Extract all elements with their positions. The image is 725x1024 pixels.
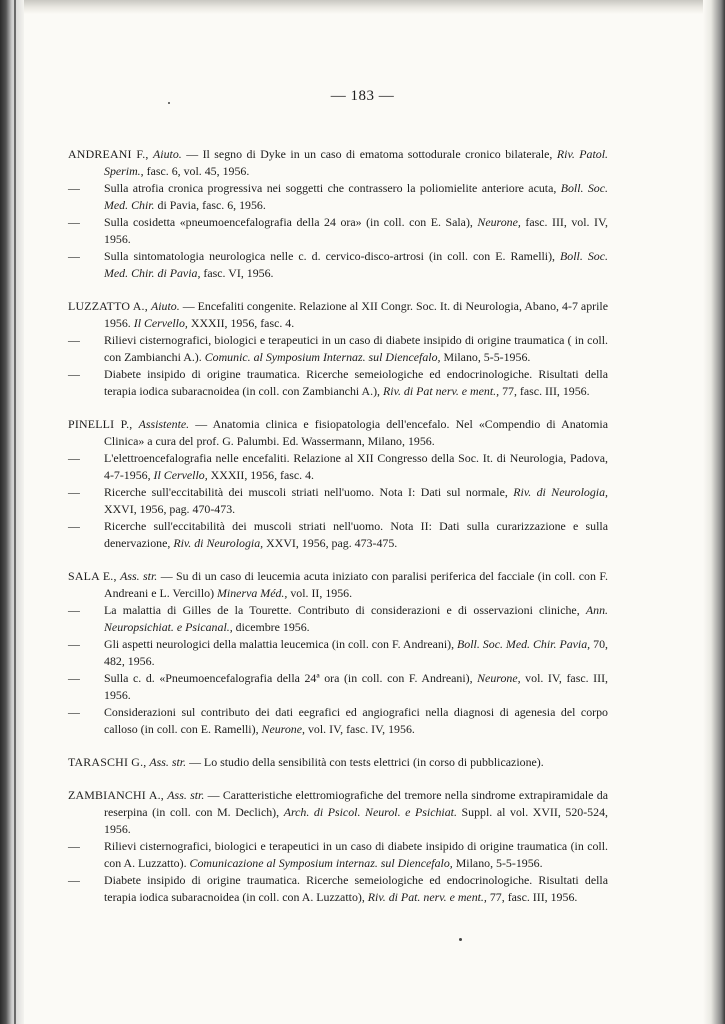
entry-text: Ricerche sull'eccitabilità dei muscoli striati nell'uomo. Nota I: Dati sul normale, — [104, 485, 514, 499]
journal-title: Boll. Soc. Med. Chir. Pavia, — [457, 637, 591, 651]
entry-text: Milano, 5-5-1956. — [440, 350, 531, 364]
entry-dash: — — [68, 839, 80, 853]
entry-text: — Lo studio della sensibilità con tests elettrici (in corso di pubblicazione). — [186, 755, 544, 769]
journal-title: Comunic. al Symposium Internaz. sul Diencefalo, — [204, 350, 441, 364]
entry-text: vol. IV, fasc. IV, 1956. — [305, 722, 415, 736]
entry-text: — Il segno di Dyke in un caso di ematoma sottodurale cronico bilaterale, — [181, 147, 557, 161]
journal-title: Comunicazione al Symposium internaz. sul Diencefalo, — [189, 856, 453, 870]
entry-text: di Pavia, fasc. 6, 1956. — [154, 198, 266, 212]
entry-text: Diabete insipido di origine traumatica. Ricerche semeiologiche ed endocrinologiche. Risultati della terapia iodica subaracnoidea (in coll. con A. Luzzatto), — [104, 873, 608, 904]
author-entry-first — [68, 146, 608, 180]
author-role: Aiuto. — [153, 147, 182, 161]
entry-text: 77, fasc. III, 1956. — [486, 890, 578, 904]
entry-text: La malattia di Gilles de la Tourette. Contributo di considerazioni e di osservazioni cliniche, — [104, 603, 586, 617]
journal-title: Boll. Soc. Med. Chir. — [104, 181, 608, 212]
author-section — [68, 416, 608, 552]
entry-text: fasc. III, vol. IV, 1956. — [104, 215, 608, 246]
author-name: ZAMBIANCHI A., — [68, 788, 164, 802]
author-entry-first — [68, 568, 608, 602]
entry-text: fasc. VI, 1956. — [200, 266, 274, 280]
entry-text: dicembre 1956. — [232, 620, 310, 634]
entry-text: Considerazioni sul contributo dei dati eegrafici ed angiografici nella diagnosi di agenesia del corpo calloso (in coll. con E. Ramelli), — [104, 705, 608, 736]
entry-dash: — — [68, 333, 80, 347]
journal-title: Riv. di Neurologia, — [173, 536, 264, 550]
entry-text: XXVI, 1956, pag. 473-475. — [263, 536, 398, 550]
author-entry-first — [68, 754, 608, 771]
publication-entry — [68, 214, 608, 248]
entry-text: Suppl. al vol. XVII, 520-524, 1956. — [104, 805, 608, 836]
author-section — [68, 146, 608, 282]
page-edge-right — [703, 0, 725, 1024]
journal-title: Neurone, — [477, 215, 521, 229]
entry-text: Rilievi cisternografici, biologici e terapeutici in un caso di diabete insipido di origine traumatica ( in coll. con Zambianchi A.). — [104, 333, 608, 364]
entry-text: vol. II, 1956. — [287, 586, 353, 600]
publication-entry — [68, 366, 608, 400]
entry-text: — Anatomia clinica e fisiopatologia dell'encefalo. Nel «Compendio di Anatomia Clinica» a cura del prof. G. Palumbi. Ed. Wassermann, Milano, 1956. — [104, 417, 609, 448]
print-speck — [168, 102, 170, 104]
journal-title: Il Cervello, — [133, 316, 188, 330]
print-speck — [459, 938, 462, 941]
entry-dash: — — [68, 367, 80, 381]
entry-text: Ricerche sull'eccitabilità dei muscoli striati nell'uomo. Nota II: Dati sulla curarizzazione e sulla denervazione, — [104, 519, 608, 550]
author-role: Ass. str. — [167, 788, 205, 802]
author-section — [68, 568, 608, 738]
author-role: Ass. str. — [120, 569, 158, 583]
publication-entry — [68, 636, 608, 670]
entry-text: XXXII, 1956, fasc. 4. — [187, 316, 295, 330]
journal-title: Il Cervello, — [153, 468, 208, 482]
publication-entry — [68, 248, 608, 282]
entry-dash: — — [68, 637, 80, 651]
entry-text: , fasc. 6, vol. 45, 1956. — [140, 164, 250, 178]
entry-dash: — — [68, 485, 80, 499]
author-role: Ass. str. — [149, 755, 187, 769]
author-entry-first — [68, 298, 608, 332]
entry-text: Sulla c. d. «Pneumoencefalografia della 24ª ora (in coll. con F. Andreani), — [104, 671, 478, 685]
author-name: PINELLI P., — [68, 417, 133, 431]
entry-text: — Caratteristiche elettromiografiche del tremore nella sindrome extrapiramidale da reserpina (in coll. con M. Declich), — [104, 788, 608, 819]
journal-title: Minerva Méd., — [217, 586, 288, 600]
author-entry-first — [68, 416, 608, 450]
entry-text: XXVI, 1956, pag. 470-473. — [104, 502, 236, 516]
page-edge-left — [0, 0, 24, 1024]
author-section — [68, 754, 608, 771]
entry-text: Sulla atrofia cronica progressiva nei soggetti che contrassero la poliomielite anteriore acuta, — [104, 181, 561, 195]
publication-entry — [68, 484, 608, 518]
journal-title: Riv. di Neurologia, — [513, 485, 608, 499]
author-entry-first — [68, 787, 608, 838]
entry-text: Diabete insipido di origine traumatica. Ricerche semeiologiche ed endocrinologiche. Risultati della terapia iodica subaracnoidea (in coll. con Zambianchi A.), — [104, 367, 608, 398]
entry-dash: — — [68, 603, 80, 617]
author-name: SALA E., — [68, 569, 117, 583]
journal-title: Arch. di Psicol. Neurol. e Psichiat. — [283, 805, 457, 819]
entry-text: Sulla cosidetta «pneumoencefalografia della 24 ora» (in coll. con E. Sala), — [104, 215, 478, 229]
bibliography-list — [68, 146, 608, 922]
journal-title: Riv. Patol. Sperim. — [104, 147, 609, 178]
publication-entry — [68, 332, 608, 366]
journal-title: Neurone, — [477, 671, 521, 685]
entry-text: Milano, 5-5-1956. — [452, 856, 543, 870]
publication-entry — [68, 872, 608, 906]
journal-title: Neurone, — [261, 722, 305, 736]
entry-text: 77, fasc. III, 1956. — [499, 384, 590, 398]
entry-text: Gli aspetti neurologici della malattia leucemica (in coll. con F. Andreani), — [104, 637, 458, 651]
entry-dash: — — [68, 873, 80, 887]
author-name: LUZZATTO A., — [68, 299, 148, 313]
entry-text: Sulla sintomatologia neurologica nelle c. d. cervico-disco-artrosi (in coll. con E. Ramelli), — [104, 249, 561, 263]
publication-entry — [68, 450, 608, 484]
publication-entry — [68, 602, 608, 636]
entry-dash: — — [68, 519, 80, 533]
page-edge-top — [0, 0, 725, 14]
entry-dash: — — [68, 215, 80, 229]
entry-text: — Encefaliti congenite. Relazione al XII Congr. Soc. It. di Neurologia, Abano, 4-7 aprile 1956. — [104, 299, 609, 330]
entry-text: XXXII, 1956, fasc. 4. — [207, 468, 315, 482]
author-name: TARASCHI G., — [68, 755, 147, 769]
entry-dash: — — [68, 671, 80, 685]
publication-entry — [68, 838, 608, 872]
publication-entry — [68, 180, 608, 214]
author-section — [68, 298, 608, 400]
author-section — [68, 787, 608, 906]
journal-title: Riv. di Pat nerv. e ment., — [383, 384, 500, 398]
publication-entry — [68, 670, 608, 704]
page-number: — 183 — — [330, 88, 395, 104]
entry-dash: — — [68, 705, 80, 719]
publication-entry — [68, 518, 608, 552]
author-role: Assistente. — [138, 417, 190, 431]
journal-title: Boll. Soc. Med. Chir. di Pavia, — [104, 249, 608, 280]
entry-dash: — — [68, 181, 80, 195]
entry-dash: — — [68, 451, 80, 465]
entry-text: L'elettroencefalografia nelle encefaliti. Relazione al XII Congresso della Soc. It. di Neurologia, Padova, 4-7-1956, — [104, 451, 608, 482]
author-role: Aiuto. — [150, 299, 180, 313]
entry-text: vol. IV, fasc. III, 1956. — [104, 671, 608, 702]
entry-dash: — — [68, 249, 80, 263]
publication-entry — [68, 704, 608, 738]
journal-title: Riv. di Pat. nerv. e ment., — [367, 890, 487, 904]
entry-text: Rilievi cisternografici, biologici e terapeutici in un caso di diabete insipido di origine traumatica (in coll. con A. Luzzatto). — [104, 839, 608, 870]
author-name: ANDREANI F., — [68, 147, 149, 161]
entry-text: — Su di un caso di leucemia acuta iniziato con paralisi periferica del facciale (in coll. con F. Andreani e L. Vercillo) — [104, 569, 608, 600]
entry-text: 70, 482, 1956. — [104, 637, 608, 668]
journal-title: Ann. Neuropsichiat. e Psicanal., — [104, 603, 608, 634]
